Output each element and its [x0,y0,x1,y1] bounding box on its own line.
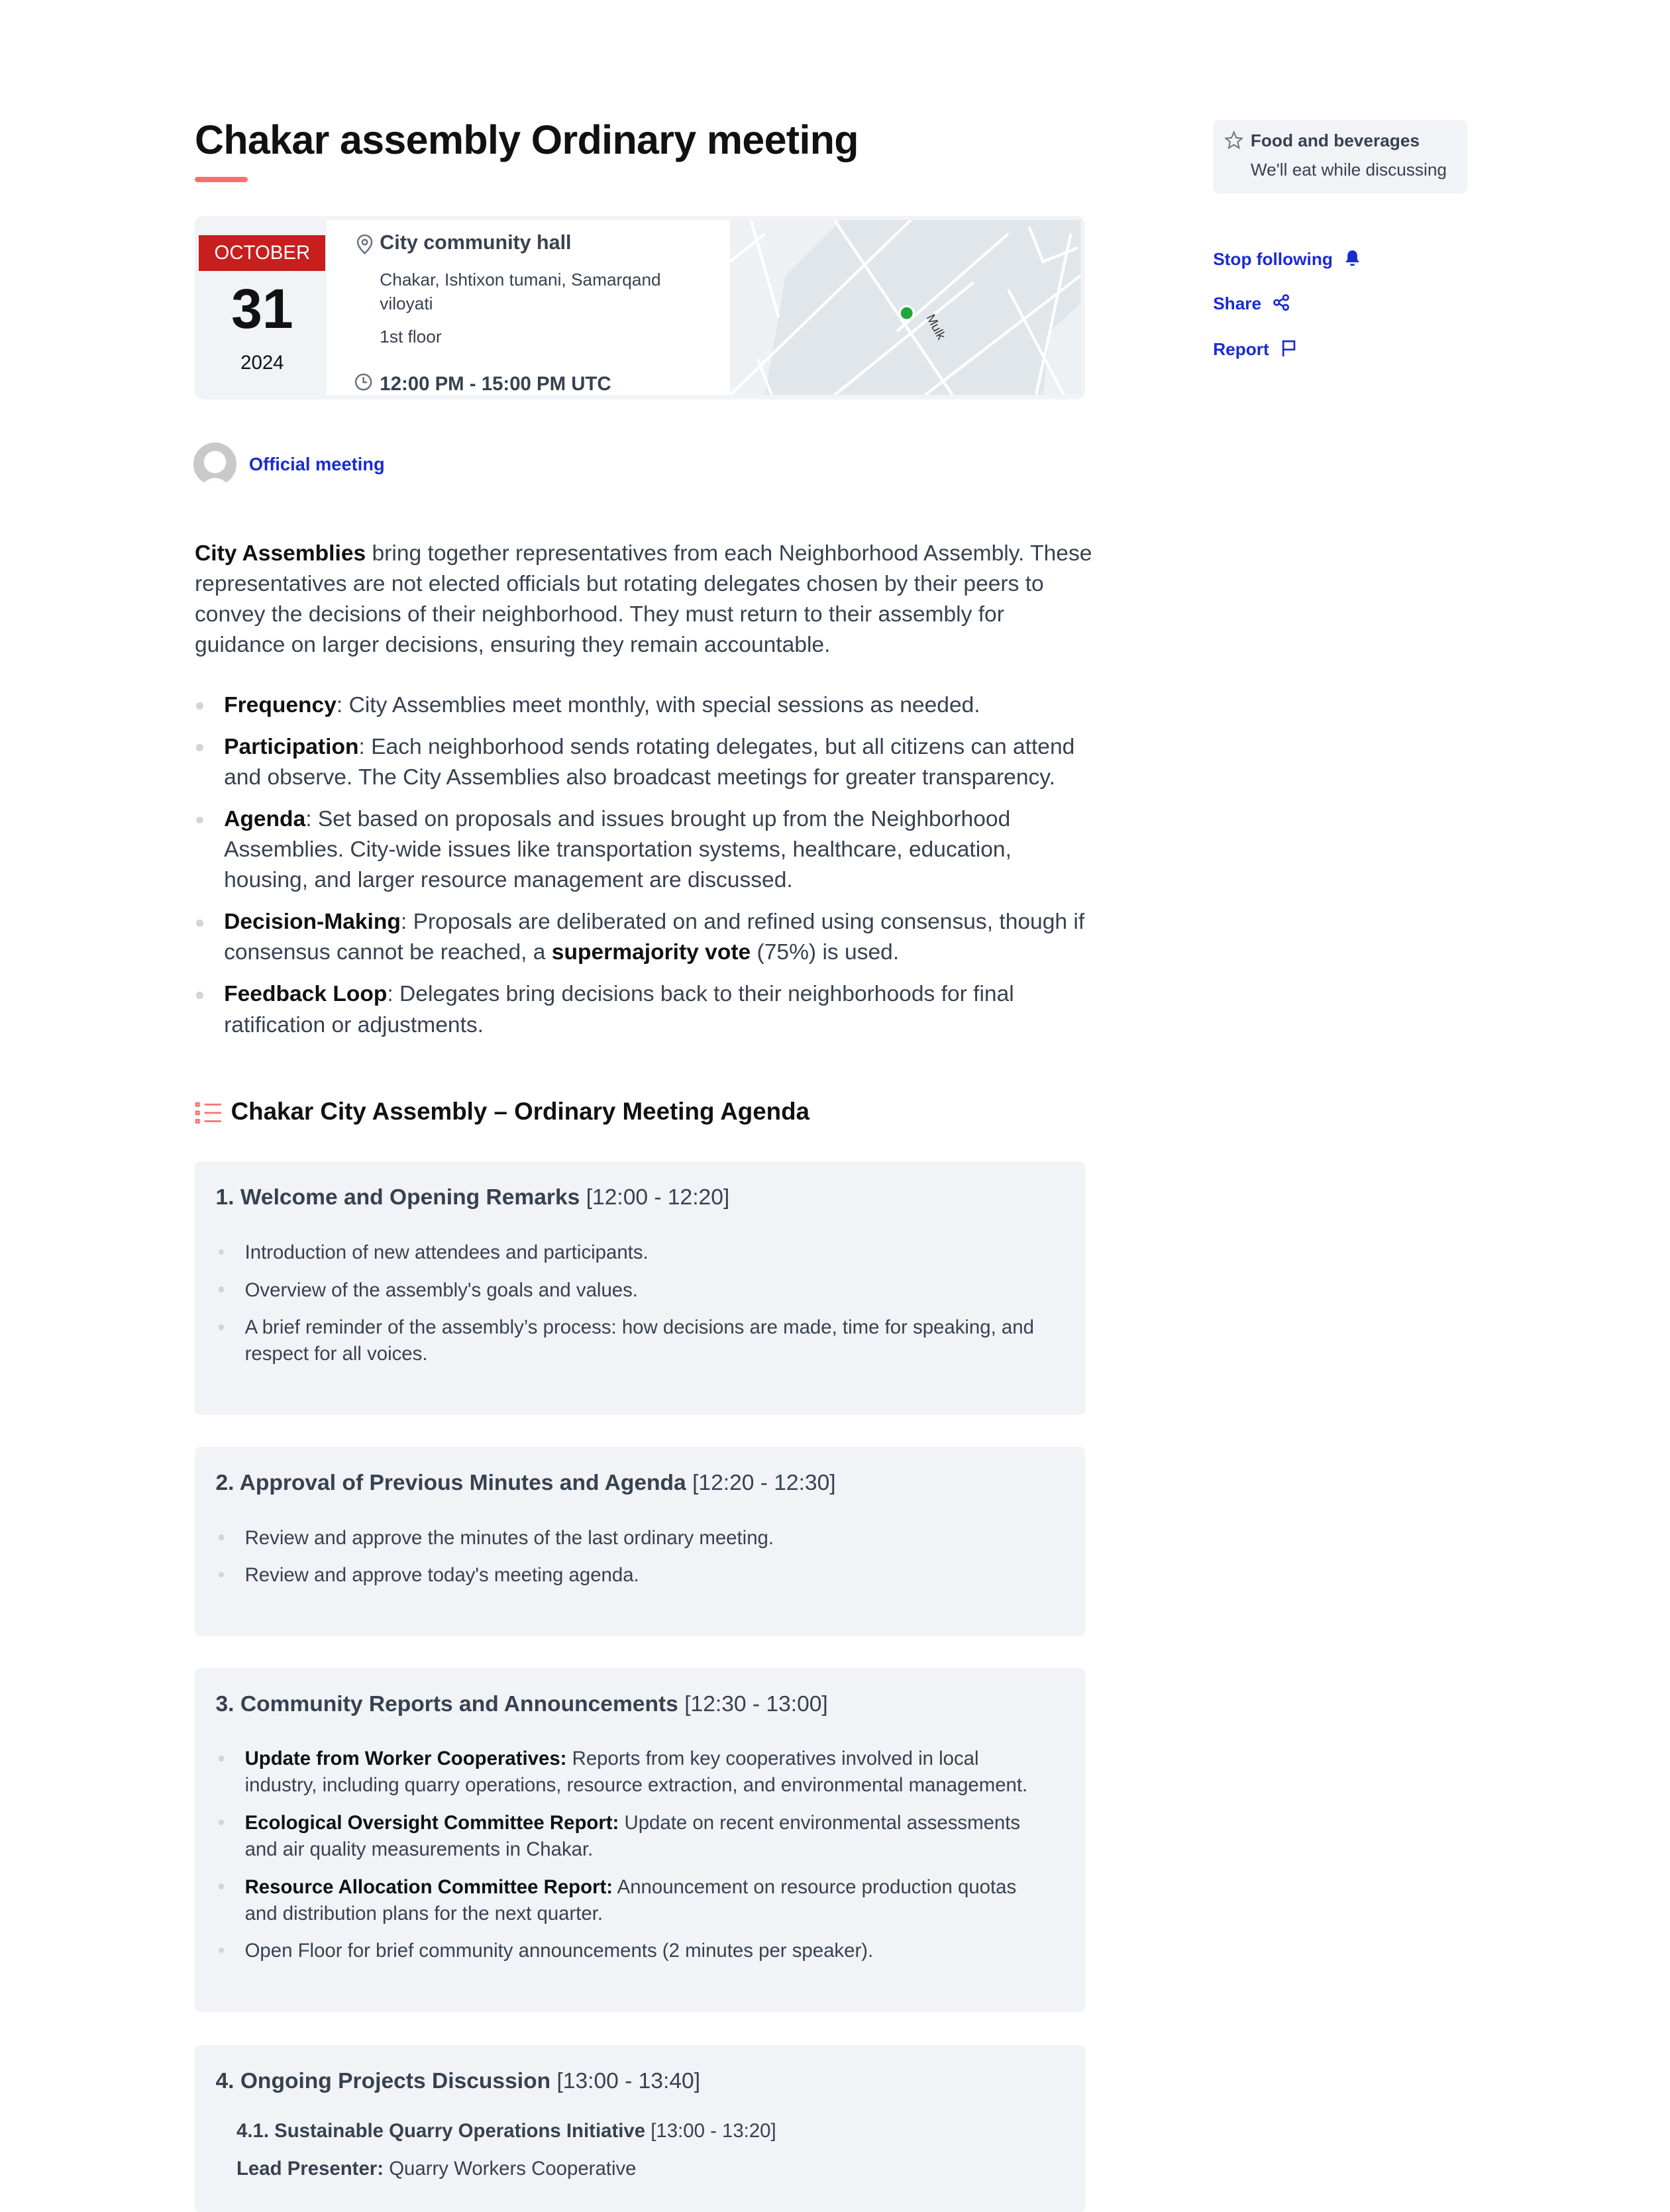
event-card [195,216,1085,399]
agenda-section [195,1161,1085,1414]
agenda-section [195,1447,1085,1636]
lead-presenter: Lead Presenter: Quarry Workers Cooperative [236,2158,637,2180]
event-time: 12:00 PM - 15:00 PM UTC [380,372,611,395]
list-item: Update from Worker Cooperatives: Reports from key cooperatives involved in local industry, including quarry operations, resource extraction, and environmental management. [215,1746,1050,1799]
agenda-section-title: 3. Community Reports and Announcements [12:30 - 13:00] [215,1691,828,1716]
location-map[interactable] [730,220,1080,395]
page-title: Chakar assembly Ordinary meeting [195,117,859,163]
list-item: Overview of the assembly's goals and values. [215,1277,1050,1304]
food-title: Food and beverages [1250,131,1420,151]
agenda-subsection-title: 4.1. Sustainable Quarry Operations Initiative [13:00 - 13:20] [236,2120,776,2142]
list-item: Review and approve today's meeting agenda. [215,1562,1050,1589]
list-item: A brief reminder of the assembly’s process: how decisions are made, time for speaking, and respect for all voices. [215,1314,1050,1367]
list-item: Agenda: Set based on proposals and issues brought up from the Neighborhood Assemblies. City-wide issues like transportation systems, healthcare, education, housing, and larger resource management are discussed. [195,804,1092,896]
list-item: Open Floor for brief community announcements (2 minutes per speaker). [215,1938,1050,1964]
date-year: 2024 [240,352,284,374]
agenda-section [195,2045,1085,2212]
agenda-heading [195,1098,809,1126]
share-icon [1273,294,1290,311]
list-item: Review and approve the minutes of the last ordinary meeting. [215,1525,1050,1552]
intro-text: bring together representatives from each Neighborhood Assembly. These representatives are not elected officials but rotating delegates chosen by their peers to convey the decisions of their neighborhood. They must return to their assembly for guidance on larger decisions, ensuring they remain accountable. [195,541,1092,658]
star-icon [1224,131,1243,150]
bell-icon [1345,250,1360,266]
location-name: City community hall [380,231,572,254]
location-address: Chakar, Ishtixon tumani, Samarqand viloyati [380,270,661,313]
user-placeholder-icon [193,443,236,486]
avatar [193,443,236,486]
location-panel [327,220,730,395]
agenda-section-title: 2. Approval of Previous Minutes and Agenda [12:20 - 12:30] [215,1470,836,1495]
list-item: Participation: Each neighborhood sends rotating delegates, but all citizens can attend and observe. The City Assemblies also broadcast meetings for greater transparency. [195,732,1092,793]
list-item: Introduction of new attendees and participants. [215,1239,1050,1266]
share-button[interactable]: Share [1213,293,1290,314]
map-pin-icon [356,234,373,254]
report-button[interactable]: Report [1213,339,1296,360]
agenda-title: Chakar City Assembly – Ordinary Meeting Agenda [231,1097,809,1125]
map-street-label: Mulk [923,312,949,342]
food-text: We'll eat while discussing [1250,160,1447,180]
food-badge [1213,120,1467,193]
agenda-section-title: 4. Ongoing Projects Discussion [13:00 - 13:40] [215,2068,701,2093]
author-link[interactable]: Official meeting [248,453,385,474]
list-icon [195,1100,223,1126]
intro-bold: City Assemblies [195,541,366,566]
date-month: OCTOBER [199,235,325,272]
map-streets [730,220,1080,395]
date-day: 31 [231,277,293,340]
agenda-section-title: 1. Welcome and Opening Remarks [12:00 - 12:20] [215,1185,730,1210]
list-item: Decision-Making: Proposals are deliberated on and refined using consensus, though if consensus cannot be reached, a supermajority vote (75%) is used. [195,907,1092,968]
title-underline [195,177,248,182]
flag-icon [1281,340,1296,356]
stop-following-button[interactable]: Stop following [1213,249,1360,270]
list-item: Ecological Oversight Committee Report: Update on recent environmental assessments and air quality measurements in Chakar. [215,1810,1050,1863]
location-floor: 1st floor [380,327,442,347]
list-item: Frequency: City Assemblies meet monthly, with special sessions as needed. [195,690,1092,721]
list-item: Resource Allocation Committee Report: Announcement on resource production quotas and distribution plans for the next quarter. [215,1874,1050,1927]
intro-paragraph [195,539,1092,661]
clock-icon [354,373,372,391]
agenda-section [195,1668,1085,2012]
list-item: Feedback Loop: Delegates bring decisions back to their neighborhoods for final ratification or adjustments. [195,979,1092,1040]
info-list [195,690,1092,1052]
